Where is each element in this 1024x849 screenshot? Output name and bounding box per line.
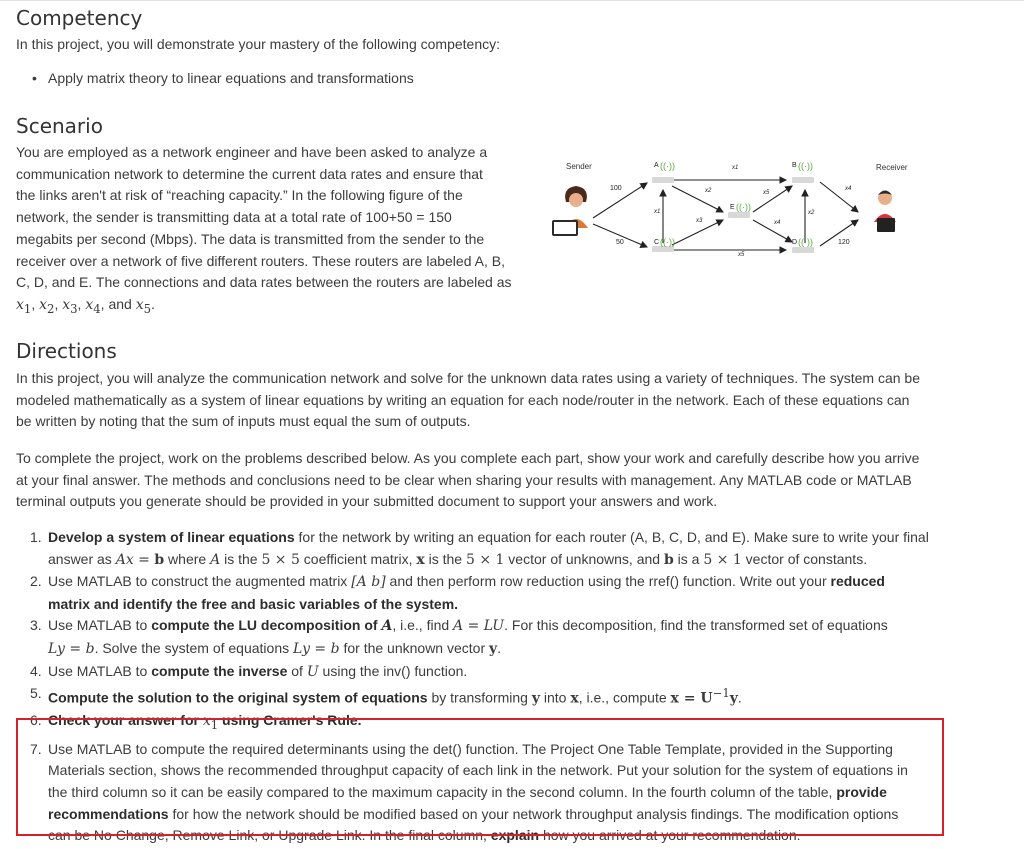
- link-x5-eb: x5: [763, 190, 770, 196]
- router-e: [728, 202, 751, 218]
- link-x2-bd: x2: [808, 210, 815, 216]
- step-3: 3. Use MATLAB to compute the LU decomposition of A, i.e., find A = LU. For this decomposition, find the transformed set of equations Ly = b. Solve the system of equations Ly = b for the unknown vector y.: [30, 617, 888, 657]
- step-7: 7. Use MATLAB to compute the required determinants using the det() function. The Project One Table Template, provided in the Supporting Materials section, shows the recommended throughput capacity of each link in the network. Put your solution for the system of equations in the third column so it can be easily compared to the maximum capacity in the second column. In the fourth column of the table, provide recommendations for how the network should be modified based on your network throughput analysis findings. The modification options can be No Change, Remove Link, or Upgrade Link. In the final column, explain how you arrived at your recommendation.: [30, 740, 908, 844]
- link-x2-ae: x2: [705, 188, 712, 194]
- svg-text:D: D: [792, 239, 798, 246]
- svg-text:((·)): ((·)): [798, 237, 813, 247]
- rate-out: 120: [838, 239, 850, 246]
- competency-intro: In this project, you will demonstrate your mastery of the following competency:: [16, 36, 500, 52]
- link-x3: x3: [696, 218, 703, 224]
- scenario-heading: Scenario: [16, 114, 103, 138]
- competency-list: [34, 70, 414, 86]
- competency-heading: Competency: [16, 6, 143, 30]
- directions-paragraph-1: In this project, you will analyze the communication network and solve for the unknown data rates using a variety of techniques. The system can be modeled mathematically as a system of linear equations by writing an equation for each node/router in the network. Each of these equations can be written by noting that the sum of inputs must equal the sum of outputs.: [16, 370, 921, 430]
- directions-paragraph-2: To complete the project, work on the problems described below. As you complete each part, show your work and carefully describe how you arrive at your final answer. The methods and conclusions need to be clear when sharing your results with management. Any MATLAB code or MATLAB terminal outputs you generate should be provided in your submitted document to support your answers and work.: [16, 450, 920, 510]
- link-x1-top: x1: [732, 165, 739, 171]
- receiver-icon: [874, 191, 896, 233]
- router-c: [652, 237, 675, 252]
- svg-text:B: B: [792, 162, 797, 169]
- svg-text:((·)): ((·)): [736, 202, 751, 212]
- svg-text:C: C: [654, 239, 660, 246]
- svg-text:E: E: [730, 204, 735, 211]
- link-x4-ed: x4: [774, 220, 781, 226]
- rate-in-top: 100: [610, 185, 622, 192]
- step-4: 4. Use MATLAB to compute the inverse of U using the inv() function.: [30, 662, 468, 680]
- directions-heading: Directions: [16, 339, 117, 363]
- competency-bullet: • Apply matrix theory to linear equations and transformations: [34, 70, 414, 86]
- svg-text:((·)): ((·)): [660, 237, 675, 247]
- link-x5-cd: x5: [738, 252, 745, 258]
- link-x4-rcv: x4: [845, 186, 852, 192]
- router-d: [792, 237, 814, 253]
- network-diagram: [548, 150, 908, 270]
- sender-icon: [552, 186, 588, 236]
- router-a: [652, 161, 675, 183]
- router-b: [792, 161, 814, 183]
- step-2: 2. Use MATLAB to construct the augmented matrix [A b] and then perform row reduction using the rref() function. Write out your reduced matrix and identify the free and basic variables of the system.: [30, 573, 885, 612]
- link-x1-left: x1: [654, 209, 661, 215]
- step-1: 1. Develop a system of linear equations for the network by writing an equation for each router (A, B, C, D, and E). Make sure to write your final answer as Ax = b where A is the 5 × 5 coefficient matrix, x is the 5 × 1 vector of unknowns, and b is a 5 × 1 vector of constants.: [30, 529, 929, 568]
- rate-in-bottom: 50: [616, 239, 624, 246]
- top-divider: [0, 0, 1024, 1]
- variables-line: $x_1$, $x_2$, $x_3$, $x_4$, and $x_5$.: [16, 295, 155, 316]
- scenario-paragraph: You are employed as a network engineer and have been asked to analyze a communication network to determine the current data rates and ensure that the links aren't at risk of “reaching capacity.” In the following figure of the network, the sender is transmitting data at a total rate of 100+50 = 150 megabits per second (Mbps). The data is transmitted from the sender to the receiver over a network of five different routers. These routers are labeled A, B, C, D, and E. The connections and data rates between the routers are labeled as $x_1$, $x_2$, $x_3$, $x_4$, and $x_5$.: [16, 142, 536, 320]
- svg-text:A: A: [654, 162, 659, 169]
- receiver-label: Receiver: [876, 163, 908, 172]
- svg-text:((·)): ((·)): [660, 161, 675, 171]
- step-5: 5. Compute the solution to the original system of equations by transforming y into x, i.e., compute $x = U^{-1}y$.: [30, 685, 742, 707]
- step-7-highlight-box: [16, 718, 944, 836]
- svg-text:((·)): ((·)): [798, 161, 813, 171]
- sender-label: Sender: [566, 162, 592, 171]
- step-6: 6. Check your answer for $x_1$ using Cramer's Rule.: [30, 712, 362, 733]
